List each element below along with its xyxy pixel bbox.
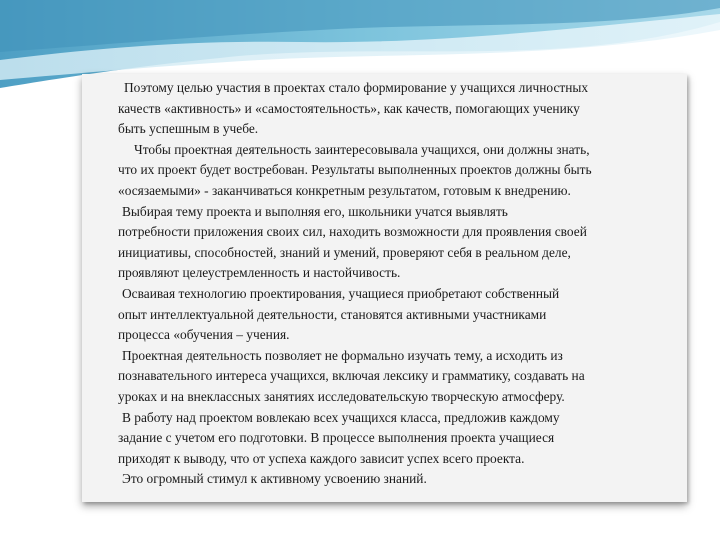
text-line: Проектная деятельность позволяет не формально изучать тему, а исходить из — [122, 347, 563, 363]
text-line: познавательного интереса учащихся, включая лексику и грамматику, создавать на — [118, 368, 585, 384]
paragraph-interest — [118, 140, 678, 202]
text-line: потребности приложения своих сил, находить возможности для проявления своей — [118, 224, 587, 240]
text-line: Осваивая технологию проектирования, учащиеся приобретают собственный — [122, 285, 560, 301]
text-line: Это огромный стимул к активному усвоению знаний. — [122, 471, 427, 487]
paragraph-topic — [118, 202, 678, 284]
text-line: В работу над проектом вовлекаю всех учащихся класса, предложив каждому — [122, 409, 560, 425]
paragraph-activity — [118, 346, 678, 408]
text-line: быть успешным в учебе. — [118, 121, 259, 137]
text-line: Чтобы проектная деятельность заинтересовывала учащихся, они должны знать, — [134, 141, 590, 157]
text-line: что их проект будет востребован. Результаты выполненных проектов должны быть — [118, 162, 592, 178]
text-line: «осязаемыми» - заканчиваться конкретным результатом, готовым к внедрению. — [118, 182, 571, 198]
paragraph-stimulus — [118, 469, 678, 490]
paragraph-involvement — [118, 408, 678, 470]
text-line: Поэтому целью участия в проектах стало формирование у учащихся личностных — [124, 80, 589, 95]
text-line: инициативы, способностей, знаний и умений, проверяют себя в реальном деле, — [118, 244, 571, 260]
text-line: качеств «активность» и «самостоятельность», как качеств, помогающих ученику — [118, 100, 580, 116]
paragraph-technology — [118, 284, 678, 346]
text-line: опыт интеллектуальной деятельности, становятся активными участниками — [118, 306, 547, 322]
text-line: процесса «обучения – учения. — [118, 327, 290, 343]
text-line: проявляют целеустремленность и настойчивость. — [118, 265, 401, 281]
paragraph-goal — [118, 78, 678, 140]
text-line: задание с учетом его подготовки. В процессе выполнения проекта учащиеся — [118, 430, 555, 446]
text-line: уроках и на внеклассных занятиях исследовательскую творческую атмосферу. — [118, 388, 565, 404]
text-line: Выбирая тему проекта и выполняя его, школьники учатся выявлять — [122, 203, 508, 219]
text-line: приходят к выводу, что от успеха каждого зависит успех всего проекта. — [118, 450, 525, 466]
document-body — [118, 78, 678, 490]
